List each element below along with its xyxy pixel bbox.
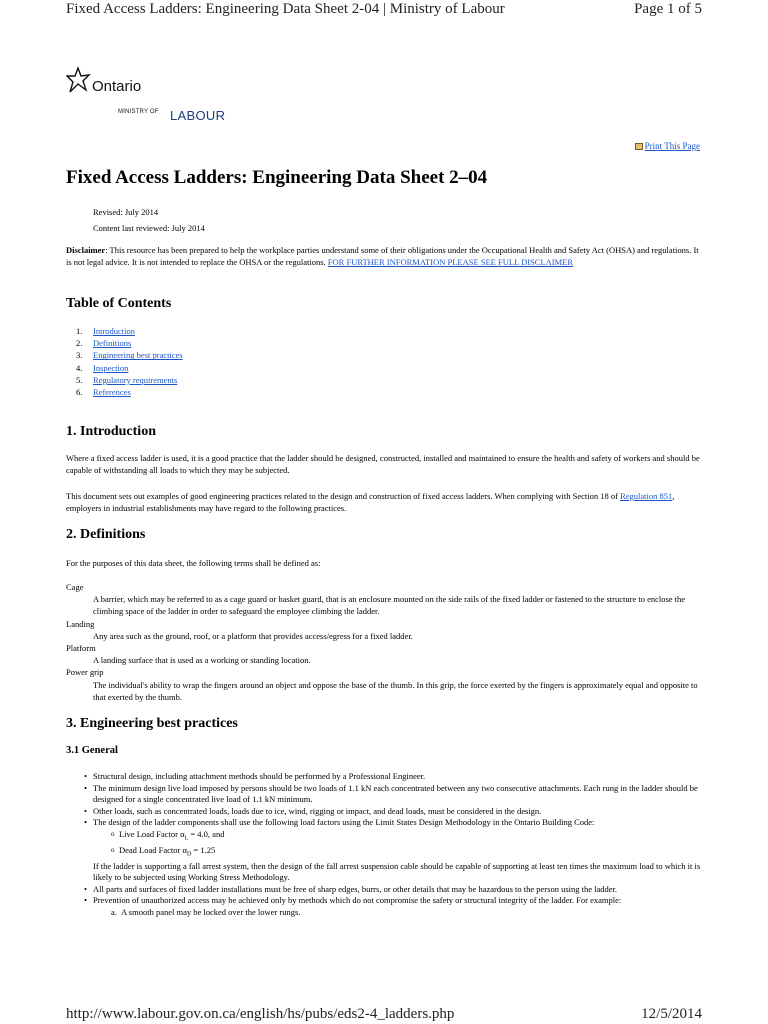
table-of-contents	[76, 325, 183, 398]
load-factor-list	[93, 829, 702, 861]
printer-icon	[635, 143, 643, 150]
definitions-heading: 2. Definitions	[66, 527, 146, 542]
print-header	[66, 0, 702, 22]
disclaimer-text: : This resource has been prepared to help the workplace parties understand some of their obligations under the Occupational Health and Safety Act (OHSA) and regulations. It is not legal advice. It is not intended to replace the OHSA or the regulations.	[66, 245, 699, 267]
toc-item: 6. References	[76, 387, 131, 398]
definition-term-platform: Platform	[66, 643, 96, 654]
definition-term-power-grip: Power grip	[66, 667, 104, 678]
toc-link-definitions[interactable]: Definitions	[93, 338, 132, 349]
logo-ontario-text: Ontario	[92, 78, 142, 95]
definitions-list	[66, 581, 702, 703]
logo-ministry-of-text: MINISTRY OF	[118, 109, 159, 115]
disclaimer	[66, 244, 702, 268]
print-footer-url: http://www.labour.gov.on.ca/english/hs/pubs/eds2-4_ladders.php	[66, 1006, 455, 1022]
toc-item: 3. Engineering best practices	[76, 350, 183, 361]
toc-link-inspection[interactable]: Inspection	[93, 362, 129, 373]
toc-item: 5. Regulatory requirements	[76, 374, 178, 385]
toc-link-regulatory-requirements[interactable]: Regulatory requirements	[93, 374, 178, 385]
live-load-factor: o Live Load Factor $\alpha_L = 4.0$, and	[111, 829, 702, 845]
definition-cage: A barrier, which may be referred to as a cage guard or basket guard, that is an enclosure mounted on the side rails of the fixed ladder or fastened to the structure to enclose the climbing space of the ladder in order to safeguard the employee climbing the ladder.	[93, 594, 686, 617]
list-item: • The design of the ladder components shall use the following load factors using the Limit States Design Methodology in the Ontario Building Code: o Live Load Factor $\alpha_L = 4.0$, and o Dead Load Factor $\alpha_D = 1.25$	[84, 817, 702, 861]
list-item: a. A smooth panel may be locked over the lower rungs.	[111, 906, 301, 917]
list-item: • The minimum design live load imposed by persons should be two loads of 1.1 kN each concentrated between any two consecutive attachments. Each rung in the ladder should be designed for a single concentrated live load of 1.1 kN minimum.	[84, 783, 702, 806]
full-disclaimer-link[interactable]: FOR FURTHER INFORMATION PLEASE SEE FULL DISCLAIMER	[327, 257, 574, 267]
introduction-heading: 1. Introduction	[66, 424, 156, 439]
regulation-851-link[interactable]: Regulation 851	[620, 491, 673, 501]
logo-labour-text: LABOUR	[170, 108, 226, 123]
definition-power-grip: The individual's ability to wrap the fingers around an object and oppose the base of the thumb. In this grip, the force exerted by the fingers is approximately equal and opposite to that exerted by the thumb.	[93, 679, 698, 702]
access-prevention-list	[93, 907, 702, 919]
print-header-title: Fixed Access Ladders: Engineering Data Sheet 2-04 | Ministry of Labour	[66, 1, 505, 17]
print-page-label: Print This Page	[644, 141, 700, 151]
list-item: • Structural design, including attachment methods should be performed by a Professional Engineer.	[84, 771, 702, 783]
list-item: • Other loads, such as concentrated loads, loads due to ice, wind, rigging or impact, and dead loads, must be considered in the design.	[84, 806, 702, 818]
list-item: • All parts and surfaces of fixed ladder installations must be free of sharp edges, burrs, or other details that may be hazardous to the person using the ladder.	[84, 884, 702, 896]
page-title: Fixed Access Ladders: Engineering Data Sheet 2–04	[66, 167, 488, 188]
introduction-paragraph-1: Where a fixed access ladder is used, it is a good practice that the ladder should be designed, constructed, installed and maintained to ensure the health and safety of workers and should be capable of withstanding all loads to which they may be subjected.	[66, 453, 700, 475]
general-subheading: 3.1 General	[66, 745, 118, 756]
toc-item: 2. Definitions	[76, 338, 132, 349]
print-footer-date: 12/5/2014	[641, 1006, 702, 1022]
general-practices-list	[84, 771, 702, 918]
print-footer	[66, 1005, 702, 1023]
toc-link-introduction[interactable]: Introduction	[93, 326, 136, 336]
ontario-logo[interactable]	[66, 66, 236, 128]
definition-term-cage: Cage	[66, 582, 84, 592]
toc-link-engineering-best-practices[interactable]: Engineering best practices	[93, 350, 183, 361]
practices-heading: 3. Engineering best practices	[66, 716, 238, 731]
definition-platform: A landing surface that is used as a working or standing location.	[93, 655, 311, 666]
print-page-link[interactable]	[635, 141, 700, 151]
definition-landing: Any area such as the ground, roof, or a platform that provides access/egress for a fixed ladder.	[93, 630, 413, 641]
toc-item: 1. Introduction	[76, 326, 136, 336]
dead-load-factor: o Dead Load Factor $\alpha_D = 1.25$	[111, 845, 702, 861]
definitions-intro: For the purposes of this data sheet, the following terms shall be defined as:	[66, 558, 321, 568]
content-reviewed-date: Content last reviewed: July 2014	[93, 223, 205, 233]
definition-term-landing: Landing	[66, 618, 95, 629]
toc-link-references[interactable]: References	[93, 387, 131, 398]
introduction-paragraph-2: This document sets out examples of good engineering practices related to the design and construction of fixed access ladders. When complying with Section 18 of Regulation 851, employers in industrial establishments may have regard to the following practices.	[66, 491, 675, 513]
revised-date: Revised: July 2014	[93, 207, 159, 217]
print-header-page: Page 1 of 5	[634, 1, 702, 17]
toc-item: 4. Inspection	[76, 362, 129, 373]
list-item: • Prevention of unauthorized access may be achieved only by methods which do not compromise the safety or structural integrity of the ladder. For example: a. A smooth panel may be locked over the lower rungs.	[84, 895, 702, 918]
toc-heading: Table of Contents	[66, 296, 172, 311]
trillium-icon	[66, 66, 92, 96]
fall-arrest-note: If the ladder is supporting a fall arrest system, then the design of the fall arrest suspension cable should be capable of supporting at least ten times the maximum load to which it is likely to be subjected using Working Stress Methodology.	[93, 860, 701, 883]
disclaimer-label: Disclaimer	[66, 245, 106, 255]
